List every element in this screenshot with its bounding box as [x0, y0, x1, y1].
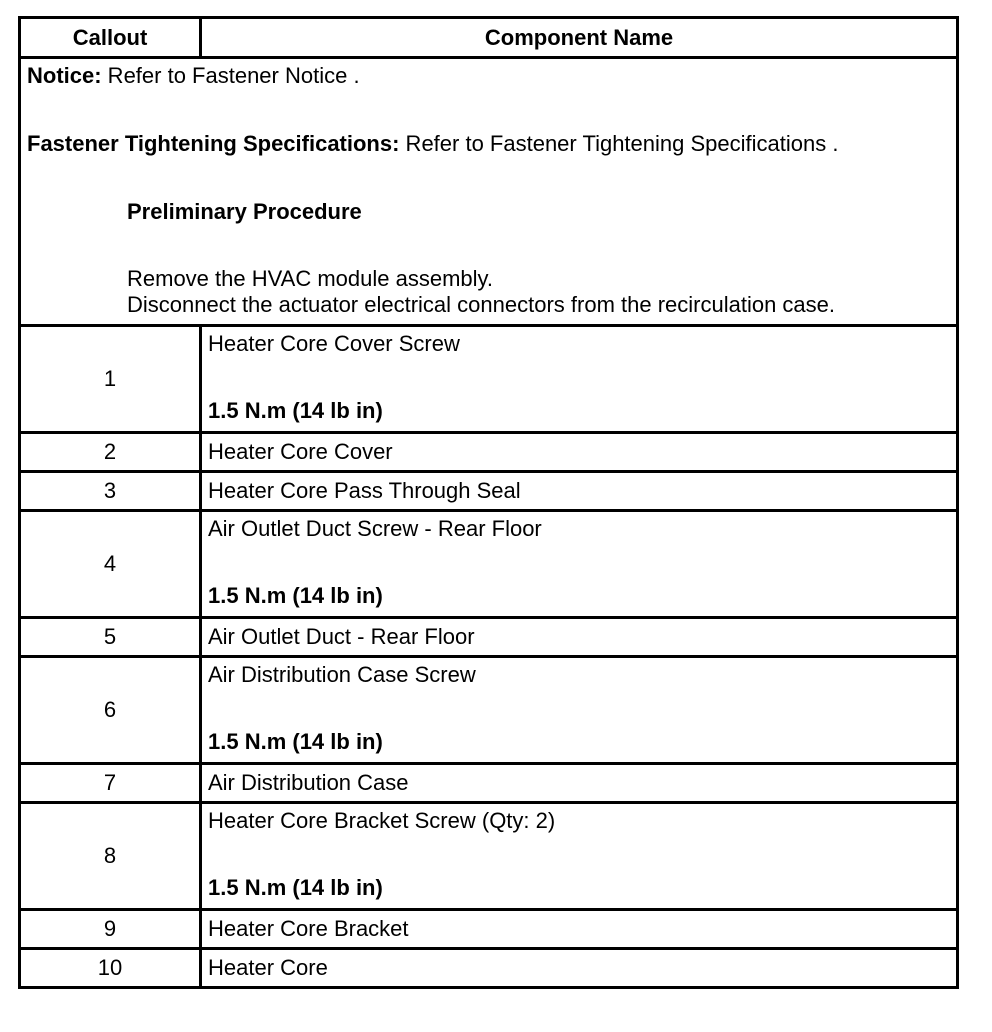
callout-cell: 8: [20, 803, 201, 910]
callout-cell: 3: [20, 472, 201, 511]
table-row: [20, 910, 958, 949]
component-cell: [201, 657, 958, 764]
table-row: [20, 657, 958, 764]
component-cell: [201, 326, 958, 433]
component-name: Heater Core Pass Through Seal: [201, 472, 958, 511]
component-name: Air Distribution Case Screw: [208, 662, 476, 687]
callout-cell: 6: [20, 657, 201, 764]
table-row: [20, 803, 958, 910]
header-row: [20, 18, 958, 58]
table-row: [20, 949, 958, 988]
callout-cell: 10: [20, 949, 201, 988]
component-name: Heater Core Cover: [201, 433, 958, 472]
component-name-header: Component Name: [201, 18, 958, 58]
notice-cell: [20, 58, 958, 326]
notice-text: Refer to Fastener Notice .: [101, 63, 360, 88]
component-name: Air Outlet Duct - Rear Floor: [201, 618, 958, 657]
component-name: Air Distribution Case: [201, 764, 958, 803]
fastener-text: Refer to Fastener Tightening Specifications .: [399, 131, 839, 156]
component-cell: [201, 511, 958, 618]
callout-header: Callout: [20, 18, 201, 58]
notice-row: [20, 58, 958, 326]
table-row: [20, 326, 958, 433]
table-row: [20, 433, 958, 472]
component-name: Heater Core Cover Screw: [208, 331, 460, 356]
procedure-step: Remove the HVAC module assembly.: [127, 266, 493, 291]
callout-cell: 2: [20, 433, 201, 472]
component-table: [18, 16, 959, 989]
table-row: [20, 472, 958, 511]
component-cell: [201, 803, 958, 910]
component-name: Heater Core Bracket: [201, 910, 958, 949]
callout-cell: 1: [20, 326, 201, 433]
torque-spec: 1.5 N.m (14 lb in): [208, 583, 383, 608]
callout-cell: 4: [20, 511, 201, 618]
procedure-step: Disconnect the actuator electrical connectors from the recirculation case.: [127, 292, 835, 317]
component-name: Heater Core Bracket Screw (Qty: 2): [208, 808, 556, 833]
fastener-line: [27, 131, 950, 157]
table-row: [20, 618, 958, 657]
torque-spec: 1.5 N.m (14 lb in): [208, 875, 383, 900]
component-name: Air Outlet Duct Screw - Rear Floor: [208, 516, 542, 541]
torque-spec: 1.5 N.m (14 lb in): [208, 729, 383, 754]
callout-cell: 9: [20, 910, 201, 949]
fastener-label: Fastener Tightening Specifications:: [27, 131, 400, 156]
callout-cell: 7: [20, 764, 201, 803]
table-row: [20, 764, 958, 803]
notice-line: [27, 63, 950, 89]
torque-spec: 1.5 N.m (14 lb in): [208, 398, 383, 423]
notice-label: Notice:: [27, 63, 102, 88]
preliminary-title: Preliminary Procedure: [127, 199, 362, 224]
table-row: [20, 511, 958, 618]
component-name: Heater Core: [201, 949, 958, 988]
callout-cell: 5: [20, 618, 201, 657]
